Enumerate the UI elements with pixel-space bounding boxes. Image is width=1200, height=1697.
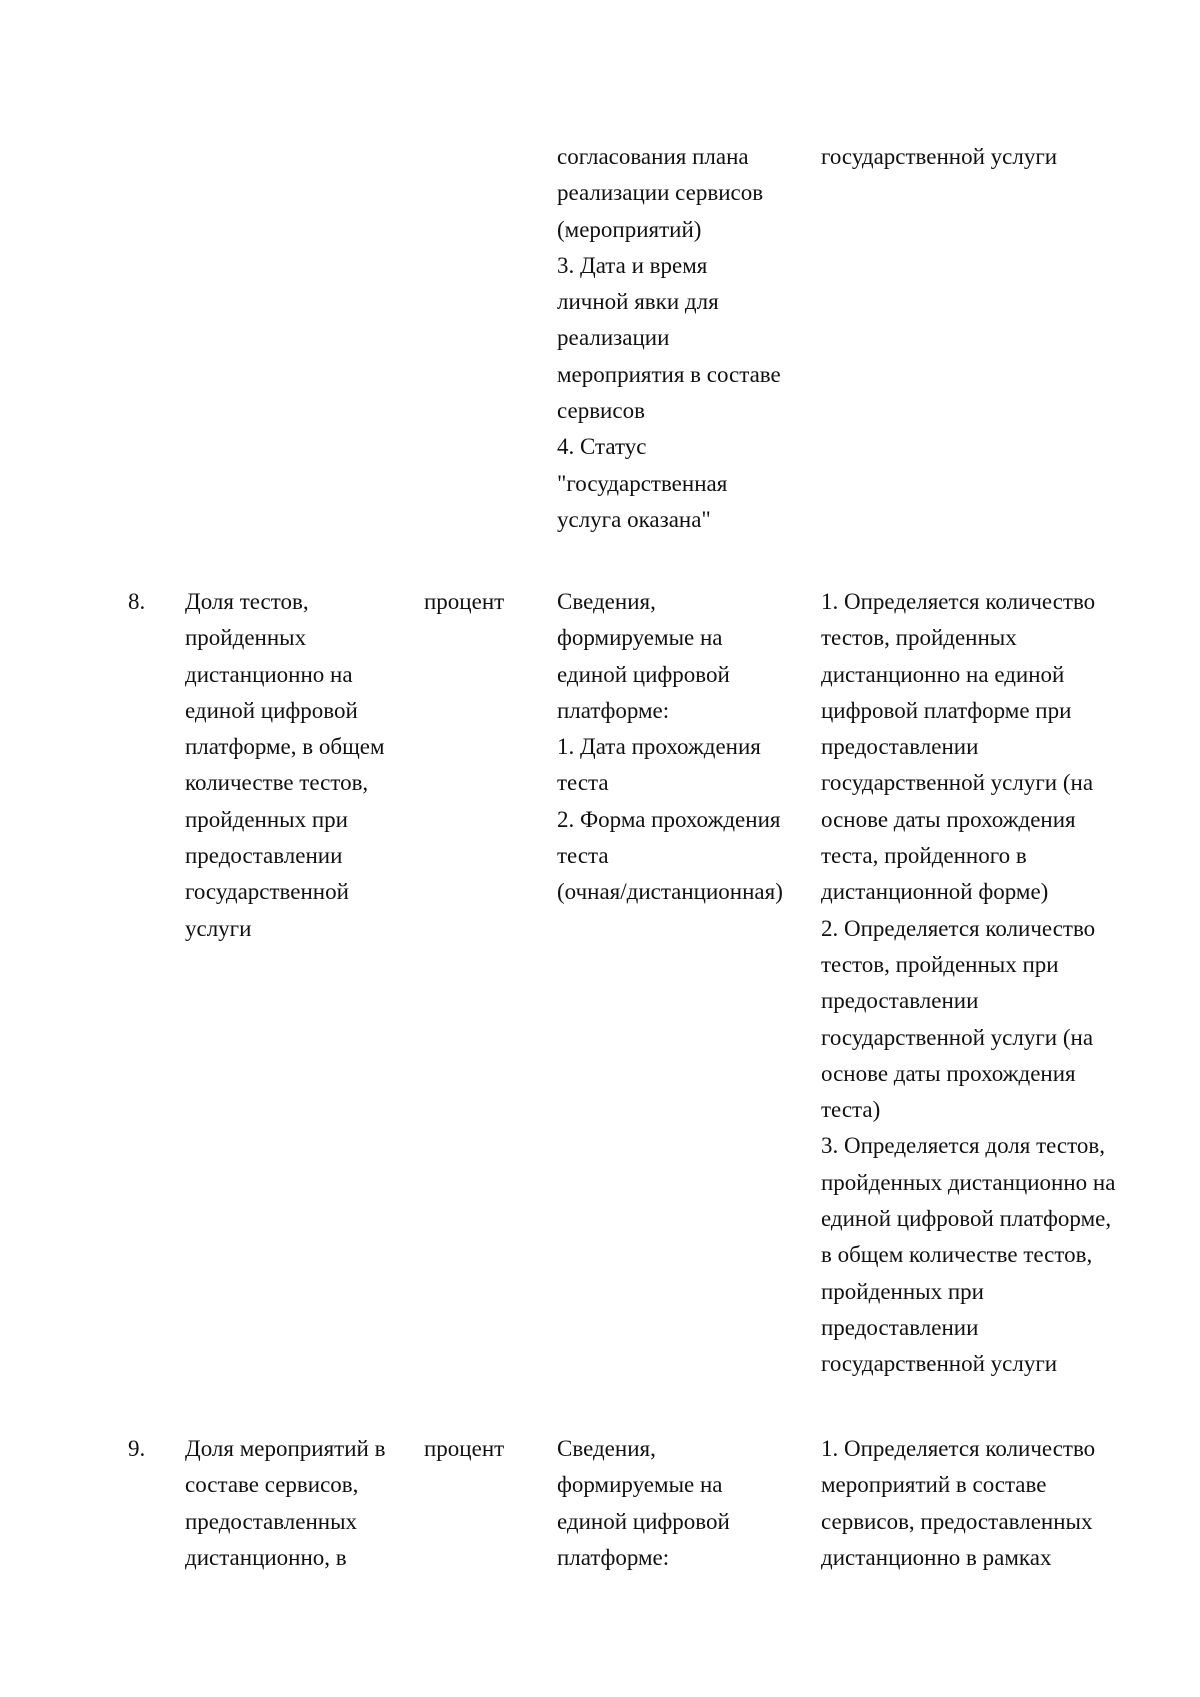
text-line: услуга оказана" xyxy=(557,506,711,532)
data-source-cell xyxy=(557,1431,730,1576)
text-line: платформе: xyxy=(557,1544,670,1570)
text-line: предоставленных xyxy=(185,1508,358,1534)
text-line: дистанционно в рамках xyxy=(821,1544,1052,1570)
text-line: количестве тестов, xyxy=(185,770,369,796)
continuation-method-cell xyxy=(821,139,1057,175)
text-line: "государственная xyxy=(557,470,728,496)
text-line: единой цифровой xyxy=(557,1508,730,1534)
text-line: предоставлении xyxy=(821,1314,979,1340)
text-line: реализации сервисов xyxy=(557,180,764,206)
text-line: тестов, пройденных xyxy=(821,625,1017,651)
text-line: тестов, пройденных при xyxy=(821,951,1059,977)
text-line: дистанционно на xyxy=(185,661,353,687)
text-line: согласования плана xyxy=(557,144,749,169)
text-line: теста) xyxy=(821,1097,881,1123)
text-line: дистанционно, в xyxy=(185,1544,347,1570)
text-line: основе даты прохождения xyxy=(821,1060,1076,1086)
indicator-name-cell xyxy=(185,1431,385,1576)
text-line: единой цифровой xyxy=(557,661,730,687)
text-line: личной явки для xyxy=(557,289,719,315)
text-line: 2. Форма прохождения xyxy=(557,806,781,832)
data-source-cell xyxy=(557,584,783,911)
text-line: предоставлении xyxy=(185,843,343,869)
text-line: теста xyxy=(557,770,609,796)
text-line: основе даты прохождения xyxy=(821,806,1076,832)
text-line: реализации xyxy=(557,325,670,351)
calculation-method-cell xyxy=(821,1431,1095,1576)
text-line: государственной услуги xyxy=(821,144,1058,169)
text-line: Сведения, xyxy=(557,589,656,614)
text-line: 3. Определяется доля тестов, xyxy=(821,1133,1105,1159)
text-line: государственной xyxy=(185,879,349,905)
text-line: мероприятия в составе xyxy=(557,361,781,387)
text-line: пройденных дистанционно на xyxy=(821,1169,1116,1195)
text-line: пройденных при xyxy=(821,1278,984,1304)
text-line: государственной услуги xyxy=(821,1351,1058,1377)
text-line: дистанционной форме) xyxy=(821,879,1049,905)
text-line: пройденных при xyxy=(185,806,348,832)
text-line: сервисов, предоставленных xyxy=(821,1508,1093,1534)
text-line: предоставлении xyxy=(821,988,979,1014)
row-number: 9. xyxy=(128,1436,146,1461)
text-line: 1. Дата прохождения xyxy=(557,734,761,760)
text-line: в общем количестве тестов, xyxy=(821,1242,1093,1268)
continuation-source-cell xyxy=(557,139,781,538)
text-line: дистанционно на единой xyxy=(821,661,1065,687)
calculation-method-cell xyxy=(821,584,1115,1383)
text-line: цифровой платформе при xyxy=(821,697,1072,723)
text-line: 4. Статус xyxy=(557,434,647,460)
indicator-name-cell xyxy=(185,584,385,947)
text-line: теста xyxy=(557,843,609,869)
unit-cell: процент xyxy=(424,1436,505,1461)
text-line: 3. Дата и время xyxy=(557,252,708,278)
text-line: платформе, в общем xyxy=(185,734,385,760)
text-line: платформе: xyxy=(557,697,670,723)
text-line: единой цифровой xyxy=(185,697,358,723)
text-line: 1. Определяется количество xyxy=(821,1436,1096,1461)
text-line: теста, пройденного в xyxy=(821,843,1027,869)
text-line: пройденных xyxy=(185,625,307,651)
text-line: (мероприятий) xyxy=(557,216,702,242)
text-line: (очная/дистанционная) xyxy=(557,879,783,905)
text-line: сервисов xyxy=(557,398,645,424)
text-line: Доля тестов, xyxy=(185,589,309,614)
text-line: формируемые на xyxy=(557,1472,723,1498)
unit-cell: процент xyxy=(424,589,505,614)
text-line: государственной услуги (на xyxy=(821,770,1094,796)
text-line: Сведения, xyxy=(557,1436,656,1461)
text-line: предоставлении xyxy=(821,734,979,760)
text-line: формируемые на xyxy=(557,625,723,651)
text-line: услуги xyxy=(185,915,252,941)
text-line: государственной услуги (на xyxy=(821,1024,1094,1050)
text-line: Доля мероприятий в xyxy=(185,1436,386,1461)
text-line: 2. Определяется количество xyxy=(821,915,1096,941)
row-number: 8. xyxy=(128,589,146,614)
text-line: единой цифровой платформе, xyxy=(821,1206,1112,1232)
text-line: мероприятий в составе xyxy=(821,1472,1047,1498)
text-line: составе сервисов, xyxy=(185,1472,359,1498)
text-line: 1. Определяется количество xyxy=(821,589,1096,614)
